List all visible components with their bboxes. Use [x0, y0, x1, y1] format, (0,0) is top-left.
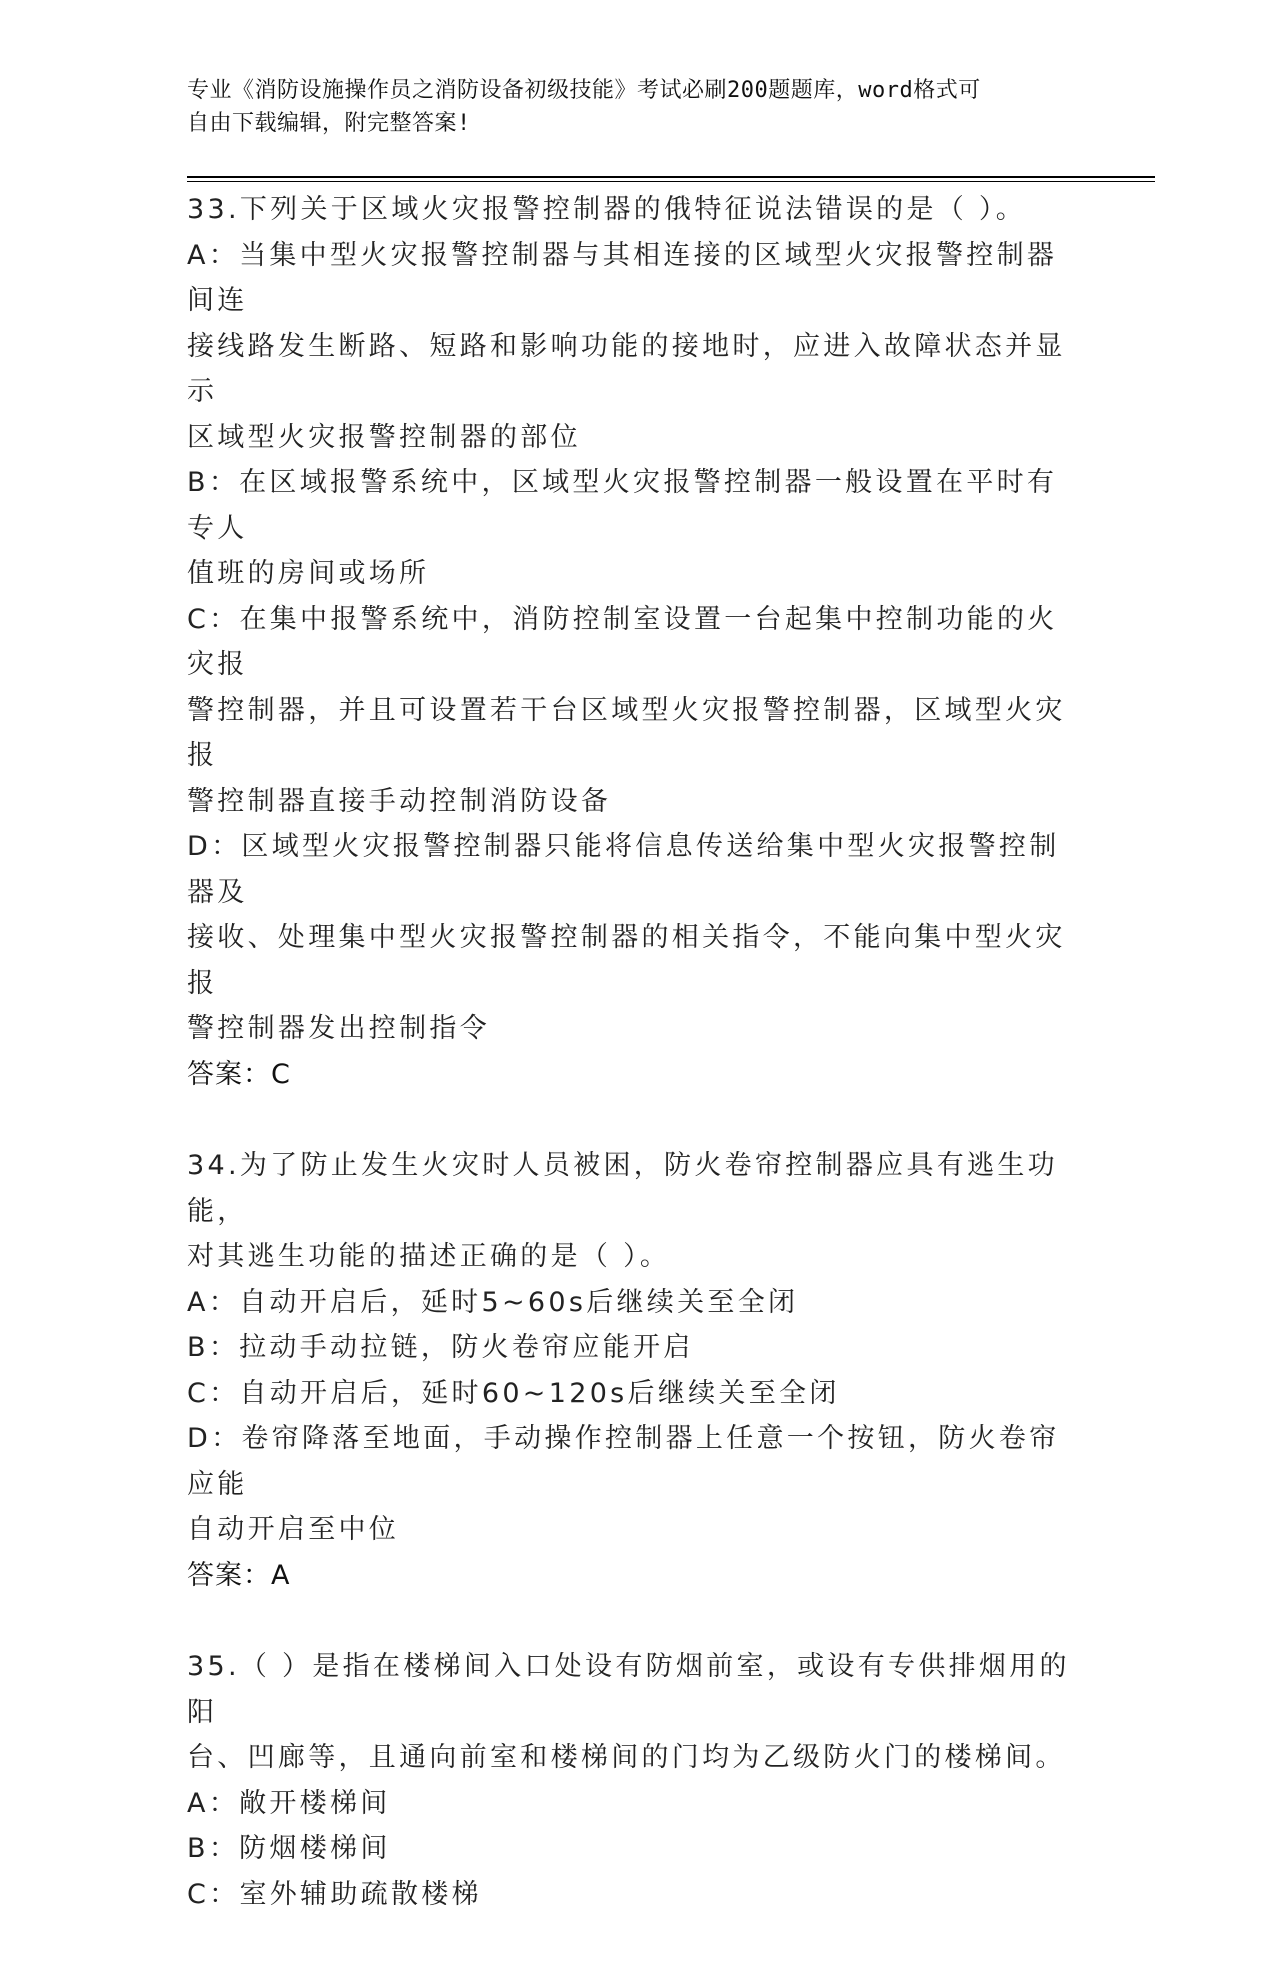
question-block: [187, 187, 1087, 1097]
answer-option: [187, 233, 1087, 461]
question-block: [187, 1143, 1087, 1598]
question-stem-line: 34.为了防止发生火灾时人员被困，防火卷帘控制器应具有逃生功能，: [187, 1150, 1058, 1227]
document-header: [187, 74, 1087, 140]
answer-option: [187, 597, 1087, 825]
option-text-line: A：当集中型火灾报警控制器与其相连接的区域型火灾报警控制器间连: [187, 239, 1058, 316]
answer-option: [187, 1325, 1087, 1371]
header-divider-thick: [187, 176, 1155, 178]
header-line-2: 自由下载编辑，附完整答案!: [187, 111, 471, 136]
option-text-line: A：敞开楼梯间: [187, 1787, 391, 1819]
answer-key: 答案：C: [187, 1058, 291, 1090]
answer-option: [187, 1371, 1087, 1417]
answer-key: 答案：A: [187, 1559, 291, 1591]
answer-option: [187, 1826, 1087, 1872]
option-text-line: D：区域型火灾报警控制器只能将信息传送给集中型火灾报警控制器及: [187, 831, 1060, 908]
question-stem-line: 35.（ ）是指在楼梯间入口处设有防烟前室，或设有专供排烟用的阳: [187, 1651, 1070, 1728]
answer-option: [187, 1872, 1087, 1918]
option-text-line: C：在集中报警系统中，消防控制室设置一台起集中控制功能的火灾报: [187, 603, 1058, 680]
answer-option: [187, 1416, 1087, 1553]
option-text-line: 接收、处理集中型火灾报警控制器的相关指令，不能向集中型火灾报: [187, 922, 1066, 999]
question-stem-line: 33.下列关于区域火灾报警控制器的俄特征说法错误的是（ ）。: [187, 194, 1027, 225]
option-text-line: 区域型火灾报警控制器的部位: [187, 421, 581, 453]
header-divider-thin: [187, 181, 1155, 182]
option-text-line: 自动开启至中位: [187, 1514, 400, 1545]
header-line-1: 专业《消防设施操作员之消防设备初级技能》考试必刷200题题库，word格式可: [187, 78, 981, 103]
option-text-line: B：在区域报警系统中，区域型火灾报警控制器一般设置在平时有专人: [187, 467, 1058, 544]
option-text-line: 警控制器发出控制指令: [187, 1013, 490, 1044]
question-stem-line: 对其逃生功能的描述正确的是（ ）。: [187, 1241, 671, 1272]
option-text-line: B：防烟楼梯间: [187, 1833, 391, 1864]
option-text-line: C：自动开启后，延时60~120s后继续关至全闭: [187, 1377, 840, 1409]
answer-option: [187, 824, 1087, 1052]
option-text-line: 值班的房间或场所: [187, 558, 430, 589]
question-block: [187, 1644, 1087, 1917]
question-list: [187, 187, 1087, 1963]
option-text-line: 警控制器，并且可设置若干台区域型火灾报警控制器，区域型火灾报: [187, 694, 1066, 771]
option-text-line: A：自动开启后，延时5~60s后继续关至全闭: [187, 1286, 799, 1318]
question-stem-line: 台、凹廊等，且通向前室和楼梯间的门均为乙级防火门的楼梯间。: [187, 1742, 1066, 1773]
option-text-line: 警控制器直接手动控制消防设备: [187, 785, 612, 817]
answer-option: [187, 1280, 1087, 1326]
option-text-line: D：卷帘降落至地面，手动操作控制器上任意一个按钮，防火卷帘应能: [187, 1423, 1060, 1500]
option-text-line: C：室外辅助疏散楼梯: [187, 1878, 482, 1910]
answer-option: [187, 460, 1087, 597]
option-text-line: B：拉动手动拉链，防火卷帘应能开启: [187, 1332, 694, 1363]
option-text-line: 接线路发生断路、短路和影响功能的接地时，应进入故障状态并显示: [187, 330, 1066, 407]
answer-option: [187, 1781, 1087, 1827]
